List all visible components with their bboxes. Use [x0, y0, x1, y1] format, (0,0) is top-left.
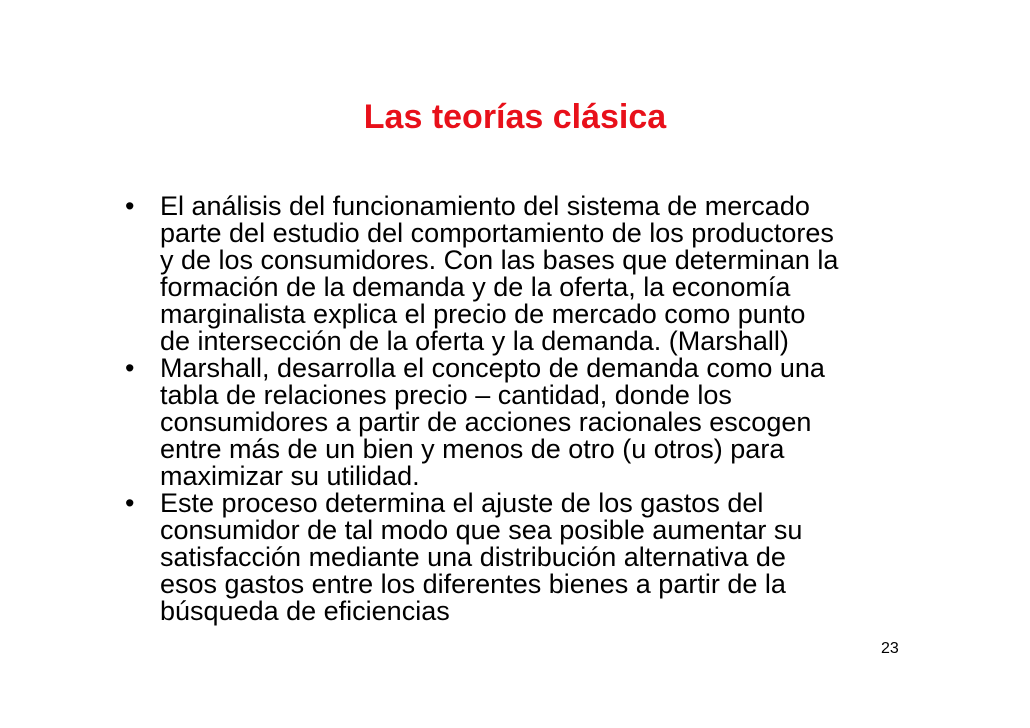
bullet-text-line: maximizar su utilidad. — [160, 461, 420, 491]
bullet-text-line: tabla de relaciones precio – cantidad, donde los — [160, 380, 732, 410]
bullet-item-1 — [125, 193, 838, 355]
bullet-text-line: parte del estudio del comportamiento de los productores — [160, 218, 834, 248]
bullet-text-line: formación de la demanda y de la oferta, la economía — [160, 272, 791, 302]
page-number: 23 — [881, 640, 899, 657]
bullet-text-line: Este proceso determina el ajuste de los gastos del — [160, 488, 764, 518]
bullet-marker: • — [125, 191, 135, 221]
bullet-text-line: consumidor de tal modo que sea posible aumentar su — [160, 515, 803, 545]
bullet-text-line: Marshall, desarrolla el concepto de demanda como una — [160, 353, 825, 383]
bullet-text-line: consumidores a partir de acciones racionales escogen — [160, 407, 812, 437]
bullet-item-3 — [125, 490, 838, 625]
bullet-text-line: de intersección de la oferta y la demanda. (Marshall) — [160, 326, 789, 356]
bullet-marker: • — [125, 353, 135, 383]
slide-title: Las teorías clásica — [363, 98, 667, 136]
bullet-text-line: búsqueda de eficiencias — [160, 596, 450, 626]
bullet-text-line: esos gastos entre los diferentes bienes a partir de la — [160, 569, 786, 599]
bullet-text-line: marginalista explica el precio de mercado como punto — [160, 299, 806, 329]
bullet-text-line: entre más de un bien y menos de otro (u otros) para — [160, 434, 785, 464]
bullet-text-line: El análisis del funcionamiento del sistema de mercado — [160, 191, 810, 221]
bullet-text-line: y de los consumidores. Con las bases que determinan la — [160, 245, 839, 275]
bullet-marker: • — [125, 488, 135, 518]
bullet-text-line: satisfacción mediante una distribución alternativa de — [160, 542, 786, 572]
bullet-item-2 — [125, 355, 838, 490]
bullet-list — [125, 193, 838, 625]
